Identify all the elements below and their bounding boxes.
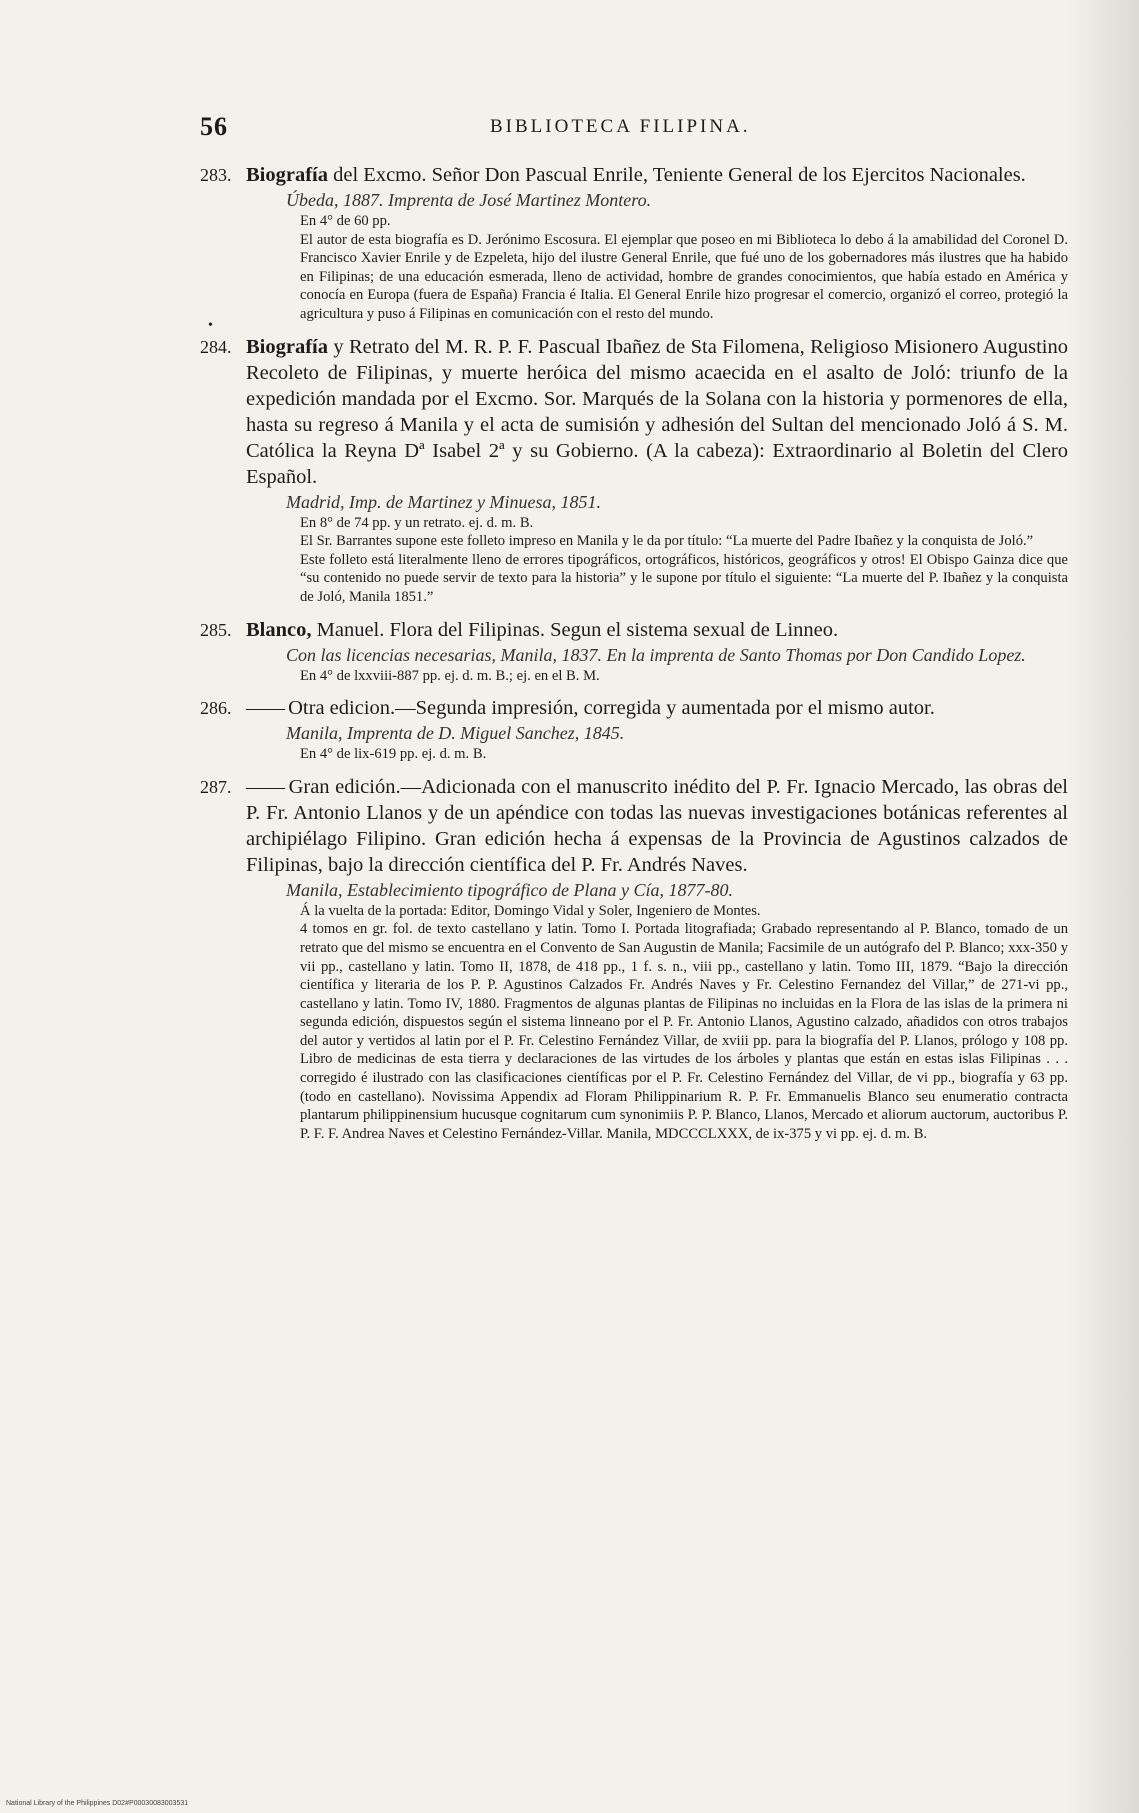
running-title: BIBLIOTECA FILIPINA. xyxy=(490,116,751,137)
entry-note: 4 tomos en gr. fol. de texto castellano y latin. Tomo I. Portada litografiada; Grabado representando al P. Blanco, tomado de un retrato que del mismo se encuentra en el Convento de San Augustin de Manila; Facsimile de un autógrafo del P. Blanco; xxx-350 y vii pp., castellano y latin. Tomo II, 1878, de 418 pp., 1 f. s. n., viii pp., castellano y latin. Tomo III, 1879. “Bajo la dirección científica y literaria de los P. P. Agustinos Calzados Fr. Andrés Naves y Fr. Celestino Fernandez del Villar,” de 271-vi pp., castellano y latin. Tomo IV, 1880. Fragmentos de algunas plantas de Filipinas no incluidas en la Flora de las islas de la primera ni segunda edición, dispuestos según el sistema linneano por el P. Fr. Antonio Llanos, Agustino calzado, añadidos con otros trabajos del autor y vertidos al latin por el P. Fr. Celestino Fernández Villar, de xviii pp. para la biografía del P. Llanos, prólogo y 108 pp. Libro de medicinas de esta tierra y declaraciones de las virtudes de los árboles y plantas que están en estas islas Filipinas . . . corregido é ilustrado con las clasificaciones científicas por el P. Fr. Celestino Fernández del Villar, de vi pp., biografía y 63 pp. (todo en castellano). Novissima Appendix ad Floram Philippinarium R. P. Fr. Emmanuelis Blanco seu enumeratio contracta plantarum philippinensium hucusque cognitarum cum synonimiis P. P. Blanco, Llanos, Mercado et aliorum auctorum, auctoribus P. P. F. F. Andrea Naves et Celestino Fernández-Villar. Manila, MDCCCLXXX, de ix-375 y vi pp. ej. d. m. B. xyxy=(300,921,1068,1142)
entry-imprint: Úbeda, 1887. Imprenta de José Martinez Montero. xyxy=(286,190,652,210)
page-number: 56 xyxy=(200,112,228,141)
entry-title: del Excmo. Señor Don Pascual Enrile, Teniente General de los Ejercitos Nacionales. xyxy=(328,164,1026,186)
scan-footer: National Library of the Philippines D02#P00030083003531 xyxy=(6,1800,189,1807)
entry-imprint: Manila, Imprenta de D. Miguel Sanchez, 1845. xyxy=(286,723,625,744)
entry-author-dash: —— xyxy=(246,697,283,720)
entry-imprint: Con las licencias necesarias, Manila, 1837. En la imprenta de Santo Thomas por Don Candido Lopez. xyxy=(286,644,1026,665)
entry-note: Este folleto está literalmente lleno de errores tipográficos, ortográficos, históricos, geográficos y otros! El Obispo Gainza dice que “su contenido no puede servir de texto para la historia” y le supone por título el siguiente: “La muerte del P. Ibañez y la conquista de Joló, Manila 1851.” xyxy=(300,551,1068,605)
entry-heading xyxy=(200,774,1068,878)
entry-note: En 4° de lix-619 pp. ej. d. m. B. xyxy=(300,746,487,763)
entry-author: Biografía xyxy=(246,335,328,358)
entry-286 xyxy=(200,695,1068,764)
margin-mark: • xyxy=(208,318,213,333)
entry-287 xyxy=(200,774,1068,1144)
entry-heading xyxy=(200,695,1068,721)
entry-number: 283. xyxy=(200,165,232,185)
entry-author: Biografía xyxy=(246,164,328,186)
entry-heading xyxy=(200,334,1068,490)
entry-title: Otra edicion.—Segunda impresión, corregida y aumentada por el mismo autor. xyxy=(283,697,935,720)
entry-note: El autor de esta biografía es D. Jerónimo Escosura. El ejemplar que poseo en mi Biblioteca lo debo á la amabilidad del Coronel D. Francisco Xavier Enrile y de Ezpeleta, hijo del ilustre General Enrile, que fué uno de los gobernadores más ilustres que ha habido en Filipinas; de una educación esmerada, lleno de actividad, hombre de grandes conocimientos, que había estado en América y conocía en Europa (fuera de España) Francia é Italia. El General Enrile hizo progresar el comercio, organizó el correo, protegió la agricultura y puso á Filipinas en comunicación con el resto del mundo. xyxy=(300,231,1068,322)
bibliography-entries xyxy=(200,162,1068,1153)
page-edge-shadow xyxy=(1069,0,1139,1813)
entry-imprint: Manila, Establecimiento tipográfico de Plana y Cía, 1877-80. xyxy=(286,879,733,900)
entry-number: 284. xyxy=(200,336,232,357)
entry-283 xyxy=(200,162,1068,324)
entry-title: Gran edición.—Adicionada con el manuscrito inédito del P. Fr. Ignacio Mercado, las obras del P. Fr. Antonio Llanos y de un apéndice con todas las nuevas investigaciones botánicas referentes al archipiélago Filipino. Gran edición hecha á expensas de la Provincia de Agustinos calzados de Filipinas, bajo la dirección científica del P. Fr. Andrés Naves. xyxy=(246,775,1068,876)
entry-note: En 4° de 60 pp. xyxy=(300,213,391,229)
entry-note: En 4° de lxxviii-887 pp. ej. d. m. B.; ej. en el B. M. xyxy=(300,667,600,684)
entry-number: 287. xyxy=(200,776,232,797)
page-header xyxy=(200,112,1020,142)
entry-285 xyxy=(200,617,1068,686)
entry-imprint: Madrid, Imp. de Martinez y Minuesa, 1851. xyxy=(286,491,601,512)
entry-title: y Retrato del M. R. P. F. Pascual Ibañez de Sta Filomena, Religioso Misionero Augustino Recoleto de Filipinas, y muerte heróica del mismo acaecida en el asalto de Joló: triunfo de la expedición mandada por el Excmo. Sor. Marqués de la Solana con la historia y pormenores de ella, hasta su regreso á Manila y el acta de sumisión y adhesión del Sultan del mencionado Joló á S. M. Católica la Reyna Dª Isabel 2ª y su Gobierno. (A la cabeza): Extraordinario al Boletin del Clero Español. xyxy=(246,335,1068,488)
entry-number: 285. xyxy=(200,619,232,640)
entry-284 xyxy=(200,334,1068,607)
entry-note: Á la vuelta de la portada: Editor, Domingo Vidal y Soler, Ingeniero de Montes. xyxy=(300,902,761,919)
entry-note: En 8° de 74 pp. y un retrato. ej. d. m. B. xyxy=(300,514,534,531)
entry-author-dash: —— xyxy=(246,775,283,798)
entry-note: El Sr. Barrantes supone este folleto impreso en Manila y le da por título: “La muerte del Padre Ibañez y la conquista de Joló.” xyxy=(300,533,1034,550)
entry-author: Blanco, xyxy=(246,618,312,641)
entry-heading xyxy=(200,617,1068,643)
entry-number: 286. xyxy=(200,698,232,719)
entry-heading xyxy=(200,162,1068,188)
entry-title: Manuel. Flora del Filipinas. Segun el sistema sexual de Linneo. xyxy=(311,618,839,641)
